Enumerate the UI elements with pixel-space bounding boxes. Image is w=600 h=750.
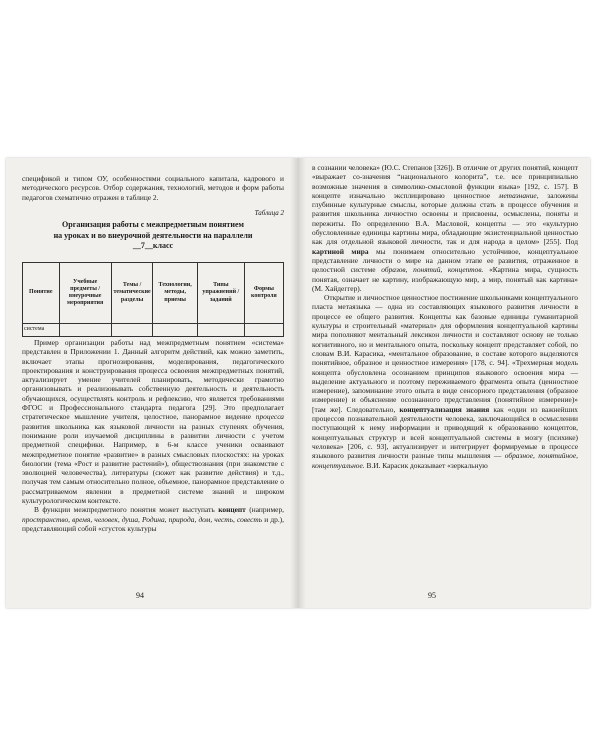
left-paragraph-1: Пример организации работы над межпредметным понятием «система» представлен в Приложении 1. Данный алгоритм действий, как можно заметить, включает этапы прогнозирования, моделирования, педагогического проектирования и конструирования процесса освоения межпредметных понятий, актуализирует умение учителей планировать, методически грамотно организовывать и реализовывать собственную деятельность и деятельность обучающихся, осуществлять контроль и рефлексию, что является требованиями ФГОС и Профессионального стандарта педагога [29]. Это предполагает стратегическое мышление учителя, целостное, панорамное видение процесса развития школьника как языковой личности на разных ступенях обучения, понимание роли изучаемой дисциплины в развитии личности с учетом предметной специфики. Например, в 6-м классе ученики осваивают межпредметное понятие «развитие» в разных смысловых плоскостях: на уроках биологии (тема «Рост и развитие растений»), обществознания (при знакомстве с эволюцией человечества), литературы (сюжет как развитие действия) и т.д., получая тем самым относительно полное, объемное, панорамное представление о рассматриваемом явлении в предметной системе знаний и широком культурологическом контексте. [22,338,284,506]
table-cell [59,324,111,337]
table-title-line-1: Организация работы с межпредметным понятием [62,220,244,229]
table-cell [197,324,244,337]
table-header: Учебные предметы / внеурочные мероприятия [59,263,111,324]
table-header: Понятие [23,263,60,324]
table-title [22,220,284,252]
table-header-row [23,263,284,324]
left-top-paragraph: спецификой и типом ОУ, особенностями социального капитала, кадрового и методического ресурсов. Отбор содержания, технологий, методов и форм работы педагогов схематично отражен в таблице 2. [22,174,284,202]
left-top-text [22,174,284,202]
page-number: 94 [136,591,144,600]
table-caption: Таблица 2 [254,209,284,217]
page-number: 95 [428,591,436,600]
table-title-line-3: __7__класс [132,241,174,250]
right-body-text [312,163,578,470]
table-title-line-2: на уроках и во внеурочной деятельности на параллели [53,230,253,240]
table-cell: система [23,324,60,337]
table-header: Формы контроля [244,263,283,324]
left-paragraph-2: В функции межпредметного понятия может выступать концепт (например, пространство, время, человек, душа, Родина, природа, дом, честь, совесть и др.), представляющий собой «сгусток культуры [22,505,284,533]
right-paragraph-1: в сознании человека» (Ю.С. Степанов [326]). В отличие от других понятий, концепт «выражает со-значения “национального колорита”, т.е. все принципиально возможные значения в символико-смысловой функции языка» [192, с. 157]. В концепте изначально эксплицировано ценностное метазнание, заложены глубинные культурные смыслы, которые должны стать в процессе обучения и развития школьника личностно освоены и присвоены, осмыслены, поняты и пережиты. По определению В.А. Масловой, концепты — это «культурно обусловленные единицы картины мира, обладающие экзистенциальной ценностью как для отдельной языковой личности, так и для народа в целом» [255]. Под картиной мира мы понимаем относительно устойчивое, концептуальное представление личности о мире на данном этапе ее развития, отраженное в целостной системе образов, понятий, концептов. «Картина мира, сущность понятая, означает не картину, изображающую мир, а мир, понятый как картина» (М. Хайдеггер). [312,163,578,293]
left-page [6,158,298,608]
right-paragraph-2: Открытие и личностное ценностное постижение школьниками концептуального пласта метаязыка — одна из составляющих языкового развития личности в процессе ее общего развития. Концепты как базовые единицы гуманитарной культуры и строительный «материал» для оформления концептуальной картины мира пополняют ментальный лексикон личности и составляют основу не только когнитивного, но и ментального опыта, поскольку концепт представляет собой, по словам В.И. Карасика, «ментальное образование, в составе которого выделяются понятийное, образное и ценностное измерения» [178, с. 94]. «Трехмерная модель концепта обусловлена осознанием принципов языкового освоения мира — выделение актуального и поэтому переживаемого фрагмента опыта (ценностное измерение), запоминание этого опыта в виде сенсорного представления (образное измерение) и объяснение осознанного представления (понятийное измерение)» [там же]. Следовательно, концептуализация знания как «один из важнейших процессов познавательной деятельности человека, заключающийся в осмыслении поступающей к нему информации и приводящий к образованию концептов, концептуальных структур и всей концептуальной системы в мозгу (психике) человека» [206, с. 93], актуализирует и интегрирует формируемые в процессе языкового развития личности разные типы мышления — образное, понятийное, концептуальное. В.И. Карасик доказывает «зеркальную [312,293,578,470]
left-body-text [22,338,284,533]
table-cell [153,324,197,337]
plan-table [22,262,284,337]
table-row [23,324,284,337]
right-page [298,158,590,608]
table-header: Темы / тематические разделы [111,263,153,324]
book-spread [6,158,590,608]
table-cell [244,324,283,337]
table-header: Типы упражнений / заданий [197,263,244,324]
table-cell [111,324,153,337]
table-header: Технологии, методы, приемы [153,263,197,324]
